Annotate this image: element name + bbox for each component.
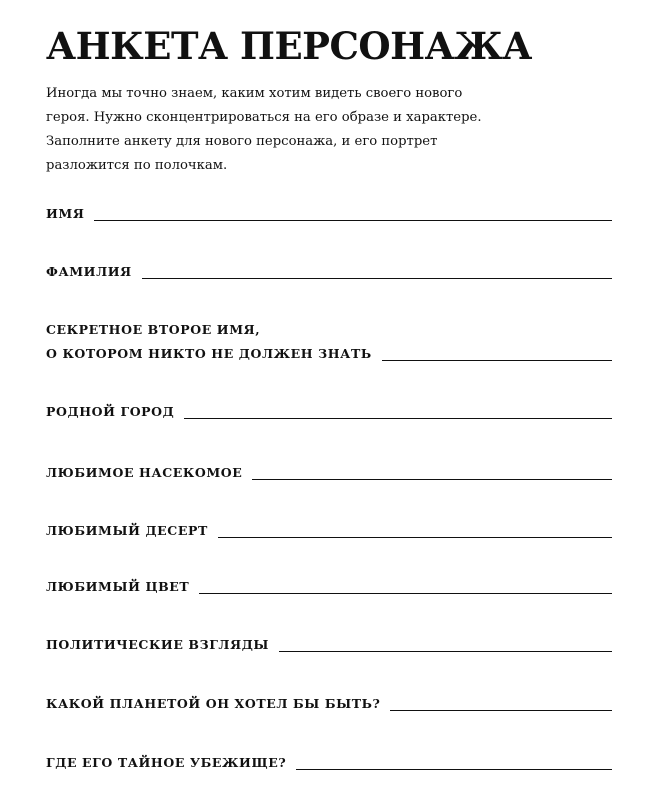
intro-text [46,82,612,178]
field-last-name [46,260,612,284]
field-label: ЛЮБИМЫЙ ЦВЕТ [46,579,190,594]
hideout-input[interactable] [296,751,612,770]
field-label-line: СЕКРЕТНОЕ ВТОРОЕ ИМЯ, [46,322,261,337]
field-label: ИМЯ [46,206,85,221]
field-label-line: О КОТОРОМ НИКТО НЕ ДОЛЖЕН ЗНАТЬ [46,346,372,361]
page-header [46,24,612,178]
favorite-color-input[interactable] [199,575,612,594]
field-hometown [46,400,612,424]
field-hideout [46,751,612,775]
field-favorite-insect [46,461,612,485]
planet-input[interactable] [390,692,612,711]
field-secret-name [46,318,612,366]
field-label: ФАМИЛИЯ [46,264,132,279]
intro-line: героя. Нужно сконцентрироваться на его образе и характере. [46,110,482,125]
secret-name-input[interactable] [382,342,612,361]
field-label: ЛЮБИМЫЙ ДЕСЕРТ [46,523,208,538]
favorite-insect-input[interactable] [252,461,612,480]
field-label [46,318,382,366]
intro-line: Заполните анкету для нового персонажа, и его портрет [46,134,438,149]
intro-line: Иногда мы точно знаем, каким хотим видеть своего нового [46,86,463,101]
field-planet [46,692,612,716]
first-name-input[interactable] [94,202,612,221]
field-label: ЛЮБИМОЕ НАСЕКОМОЕ [46,465,243,480]
last-name-input[interactable] [142,260,612,279]
field-first-name [46,202,612,226]
field-favorite-color [46,575,612,599]
page-title: АНКЕТА ПЕРСОНАЖА [46,24,532,68]
intro-line: разложится по полочкам. [46,158,228,173]
field-political-views [46,633,612,657]
political-views-input[interactable] [279,633,612,652]
favorite-dessert-input[interactable] [218,519,612,538]
field-label: РОДНОЙ ГОРОД [46,404,175,419]
field-label: ГДЕ ЕГО ТАЙНОЕ УБЕЖИЩЕ? [46,755,287,770]
field-label: ПОЛИТИЧЕСКИЕ ВЗГЛЯДЫ [46,637,270,652]
field-favorite-dessert [46,519,612,543]
field-label: КАКОЙ ПЛАНЕТОЙ ОН ХОТЕЛ БЫ БЫТЬ? [46,696,381,711]
hometown-input[interactable] [184,400,612,419]
